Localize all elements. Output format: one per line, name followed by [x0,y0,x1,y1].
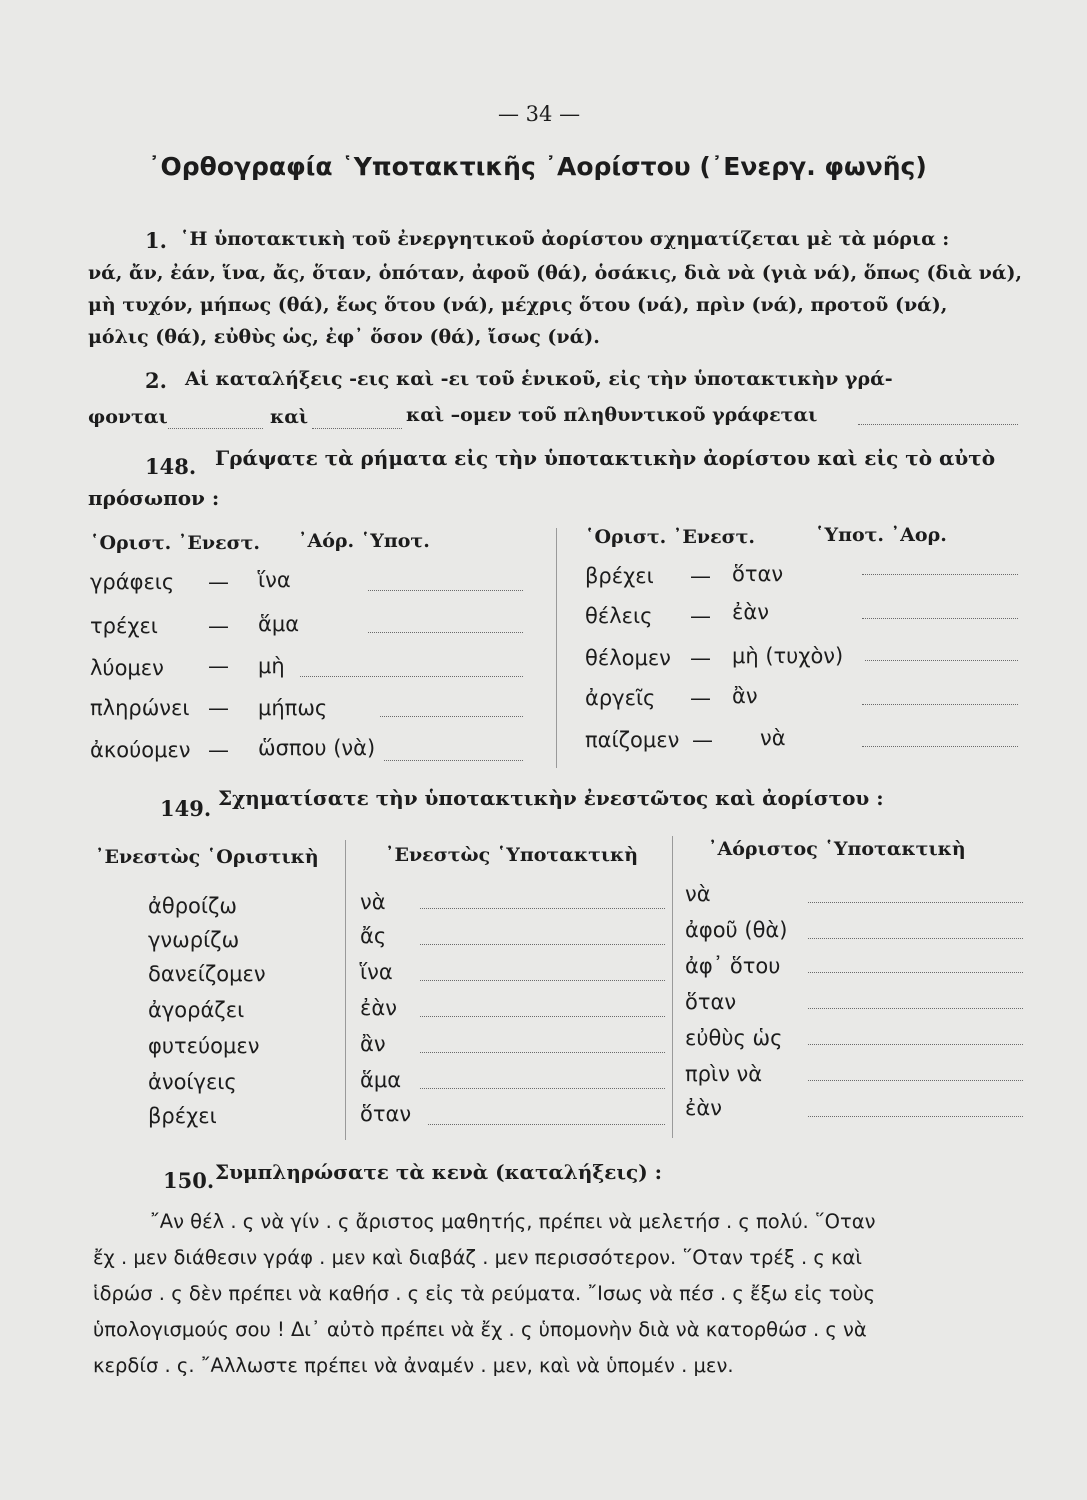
verb: βρέχει [148,1104,217,1128]
particle: ἂν [360,1032,386,1056]
verb: τρέχει [90,614,158,638]
particle: μὴ (τυχὸν) [732,644,844,668]
verb: ἀγοράζει [148,998,245,1022]
page-title: ᾿Ορθογραφία ῾Υποτακτικῆς ᾿Αορίστου (᾿Ενεργ. φωνῆς) [148,152,927,181]
particle: ἀφοῦ (θὰ) [685,918,788,942]
exercise-number: 150. [163,1168,215,1193]
answer-blank[interactable] [420,1016,665,1017]
answer-blank[interactable] [420,980,665,981]
dash: — [690,564,711,588]
dash: — [690,686,711,710]
paragraph-line: ἱδρώσ . ς δὲν πρέπει νὰ καθήσ . ς εἰς τὰ ρεύματα. ῎Ισως νὰ πέσ . ς ἔξω εἰς τοὺς [93,1282,876,1305]
particle: ὅταν [360,1102,412,1126]
paragraph-line: κερδίσ . ς. ῎Αλλωστε πρέπει νὰ ἀναμέν . μεν, καὶ νὰ ὑπομέν . μεν. [93,1354,734,1377]
answer-blank[interactable] [808,972,1023,973]
answer-blank[interactable] [808,902,1023,903]
particle: ὥσπου (νὰ) [258,736,376,760]
verb: πληρώνει [90,696,190,720]
dash: — [692,728,713,752]
blank-line[interactable] [312,428,402,429]
column-header: ᾿Ενεστὼς ῾Υποτακτικὴ [385,844,639,866]
rule-1-line: μὴ τυχόν, μήπως (θά), ἕως ὅτου (νά), μέχρις ὅτου (νά), πρὶν (νά), προτοῦ (νά), [88,294,948,316]
answer-blank[interactable] [862,746,1018,747]
verb: γνωρίζω [148,928,240,952]
page-number: — 34 — [498,102,581,126]
column-header: ῾Οριστ. ᾿Ενεστ. [585,526,756,548]
verb: ἀθροίζω [148,894,237,918]
dash: — [690,604,711,628]
column-divider [345,840,346,1140]
particle: ἅμα [258,612,300,636]
exercise-instruction: Σχηματίσατε τὴν ὑποτακτικὴν ἐνεστῶτος καὶ ἀορίστου : [218,786,884,810]
particle: ἐὰν [732,600,769,624]
answer-blank[interactable] [808,1044,1023,1045]
exercise-number: 149. [160,796,212,821]
dash: — [208,654,229,678]
dash: — [208,570,229,594]
verb: δανείζομεν [148,962,266,986]
answer-blank[interactable] [368,632,523,633]
answer-blank[interactable] [420,908,665,909]
particle: μὴ [258,654,285,678]
answer-blank[interactable] [300,676,523,677]
column-header: ᾿Αόρ. ῾Υποτ. [298,530,430,552]
verb: θέλομεν [585,646,671,670]
rule-1-number: 1. [145,228,167,253]
particle: ἐὰν [360,996,397,1020]
verb: ἀκούομεν [90,738,191,762]
exercise-instruction: Συμπληρώσατε τὰ κενὰ (καταλήξεις) : [215,1160,663,1184]
paragraph-line: ὑπολογισμούς σου ! Δι᾿ αὐτὸ πρέπει νὰ ἔχ . ς ὑπομονὴν διὰ νὰ κατορθώσ . ς νὰ [93,1318,867,1341]
rule-2-line-2a: φονται [88,406,168,428]
column-header: ᾿Αόριστος ῾Υποτακτικὴ [708,838,966,860]
rule-2-line-2c: καὶ –ομεν τοῦ πληθυντικοῦ γράφεται [406,404,818,426]
column-divider [672,836,673,1138]
particle: νὰ [685,882,711,906]
answer-blank[interactable] [420,944,665,945]
particle: ὅταν [685,990,737,1014]
dash: — [208,738,229,762]
dash: — [690,646,711,670]
answer-blank[interactable] [428,1124,665,1125]
dash: — [208,614,229,638]
answer-blank[interactable] [862,618,1018,619]
dash: — [208,696,229,720]
particle: ἅμα [360,1068,402,1092]
rule-2-line-2b: καὶ [270,406,309,428]
particle: ἀφ᾿ ὅτου [685,954,781,978]
verb: θέλεις [585,604,653,628]
rule-1-line: νά, ἄν, ἐάν, ἵνα, ἄς, ὅταν, ὁπόταν, ἀφοῦ (θά), ὁσάκις, διὰ νὰ (γιὰ νά), ὅπως (διὰ νά), [88,262,1023,284]
exercise-instruction: Γράψατε τὰ ρήματα εἰς τὴν ὑποτακτικὴν ἀορίστου καὶ εἰς τὸ αὐτὸ [215,446,996,470]
particle: εὐθὺς ὡς [685,1026,783,1050]
verb: παίζομεν [585,728,680,752]
verb: λύομεν [90,656,164,680]
verb: ἀνοίγεις [148,1070,237,1094]
answer-blank[interactable] [862,704,1018,705]
column-header: ῾Υποτ. ᾿Αορ. [815,524,947,546]
paragraph-line: ῎Αν θέλ . ς νὰ γίν . ς ἄριστος μαθητής, πρέπει νὰ μελετήσ . ς πολύ. ῞Οταν [150,1210,876,1233]
paragraph-line: ἔχ . μεν διάθεσιν γράφ . μεν καὶ διαβάζ . μεν περισσότερον. ῞Οταν τρέξ . ς καὶ [93,1246,862,1269]
particle: πρὶν νὰ [685,1062,763,1086]
column-divider [556,528,557,768]
rule-2-number: 2. [145,368,167,393]
blank-line[interactable] [168,428,263,429]
verb: ἀργεῖς [585,686,656,710]
verb: γράφεις [90,570,175,594]
answer-blank[interactable] [808,938,1023,939]
answer-blank[interactable] [808,1080,1023,1081]
column-header: ᾿Ενεστὼς ῾Οριστικὴ [95,846,319,868]
column-header: ῾Οριστ. ᾿Ενεστ. [90,532,261,554]
verb: βρέχει [585,564,654,588]
particle: ἵνα [360,960,393,984]
answer-blank[interactable] [808,1008,1023,1009]
particle: ἄς [360,924,387,948]
particle: ἵνα [258,568,291,592]
particle: νὰ [760,726,786,750]
rule-1-line: μόλις (θά), εὐθὺς ὡς, ἐφ᾿ ὅσον (θά), ἴσως (νά). [88,326,600,348]
answer-blank[interactable] [368,590,523,591]
rule-1-line: ῾Η ὑποτακτικὴ τοῦ ἐνεργητικοῦ ἀορίστου σχηματίζεται μὲ τὰ μόρια : [180,228,950,250]
exercise-instruction: πρόσωπον : [88,486,220,510]
particle: ἂν [732,684,758,708]
answer-blank[interactable] [384,760,523,761]
rule-2-line: Αἱ καταλήξεις -εις καὶ -ει τοῦ ἑνικοῦ, εἰς τὴν ὑποτακτικὴν γρά- [185,368,893,390]
particle: ὅταν [732,562,784,586]
particle: νὰ [360,890,386,914]
answer-blank[interactable] [380,716,523,717]
verb: φυτεύομεν [148,1034,260,1058]
answer-blank[interactable] [865,660,1018,661]
answer-blank[interactable] [420,1088,665,1089]
exercise-number: 148. [145,454,197,479]
blank-line[interactable] [858,424,1018,425]
answer-blank[interactable] [420,1052,665,1053]
particle: μήπως [258,696,328,720]
answer-blank[interactable] [808,1116,1023,1117]
answer-blank[interactable] [862,574,1018,575]
particle: ἐὰν [685,1096,722,1120]
